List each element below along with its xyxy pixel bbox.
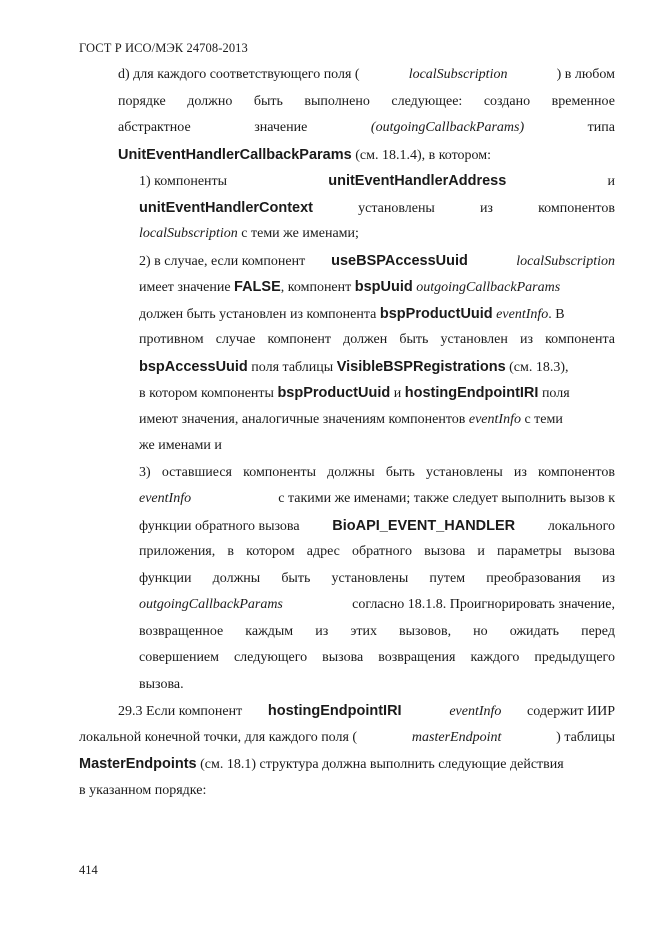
text-line	[139, 168, 615, 194]
text-line	[118, 142, 615, 168]
text-run: котором	[246, 544, 295, 559]
text-run: имеет значение	[139, 280, 235, 295]
bold-identifier: UnitEventHandlerCallbackParams	[118, 146, 352, 163]
text-run: должны	[212, 570, 261, 586]
text-line	[139, 380, 615, 406]
text-run: каждым	[245, 623, 294, 639]
text-run: локальной конечной точки, для каждого поля (	[79, 729, 358, 745]
text-run: типа	[587, 120, 615, 135]
text-run: имеют значения, аналогичные значениям компонентов	[139, 411, 469, 427]
text-run: из	[315, 623, 329, 639]
text-run	[490, 249, 494, 275]
text-line	[118, 62, 615, 88]
bold-identifier: bspProductUuid	[277, 385, 391, 401]
text-line	[79, 725, 615, 751]
italic-term: (outgoingCallbackParams)	[370, 120, 525, 135]
page-number: 414	[79, 863, 98, 877]
text-line	[139, 539, 615, 565]
text-line	[139, 433, 615, 459]
text-run: поля таблицы	[247, 359, 337, 375]
text-run: вызова	[424, 544, 466, 559]
bold-identifier: FALSE	[234, 279, 281, 295]
text-line	[118, 89, 615, 115]
text-run: обратного	[352, 544, 412, 559]
text-run: в	[227, 544, 235, 559]
text-run: 3)	[139, 464, 151, 480]
text-run: адрес	[306, 544, 340, 559]
bold-identifier: MasterEndpoints	[79, 756, 197, 772]
text-line	[139, 672, 615, 698]
text-run: содержит ИИР	[523, 704, 615, 719]
text-run: ) в любом	[556, 67, 615, 82]
text-line	[139, 513, 615, 539]
text-run: создано	[483, 93, 531, 109]
text-run: и	[607, 174, 615, 189]
bold-identifier: hostingEndpointIRI	[267, 703, 402, 719]
bold-identifier: BioAPI_EVENT_HANDLER	[332, 517, 516, 534]
text-line	[118, 115, 615, 141]
text-run: из	[519, 332, 533, 347]
text-run: противном	[139, 332, 204, 347]
text-run: временное	[551, 93, 615, 109]
text-line	[139, 248, 615, 274]
text-run: предыдущего	[534, 650, 615, 665]
text-run: значение	[254, 120, 308, 135]
text-run: функции	[139, 570, 192, 586]
italic-term: outgoingCallbackParams	[139, 597, 283, 612]
text-run: в указанном порядке:	[79, 782, 207, 798]
text-run: 2) в случае, если компонент	[139, 253, 309, 269]
text-run: согласно 18.1.8. Проигнорировать значение,	[348, 597, 615, 612]
italic-term: masterEndpoint	[411, 729, 502, 745]
text-run: возвращенное	[139, 623, 224, 639]
text-run: должен	[343, 332, 388, 347]
text-run: компонент	[267, 332, 332, 347]
text-run: установлены	[426, 464, 503, 480]
text-run: установлены	[358, 200, 435, 216]
text-line	[139, 566, 615, 592]
bold-identifier: bspUuid	[354, 279, 413, 295]
bold-identifier: VisibleBSPRegistrations	[336, 358, 506, 375]
text-run: быть	[399, 332, 429, 347]
text-run: параметры	[497, 544, 562, 559]
italic-term: localSubscription	[516, 253, 615, 269]
text-run: d) для каждого соответствующего поля (	[118, 67, 360, 82]
text-run: . В	[548, 306, 565, 322]
text-line	[79, 751, 615, 777]
text-run: же именами и	[139, 438, 222, 453]
text-run: компонента	[545, 332, 615, 347]
text-run: (см. 18.3),	[505, 359, 569, 375]
text-run: с теми	[520, 411, 563, 427]
text-line	[139, 645, 615, 671]
text-run: поля	[538, 386, 570, 401]
text-run: следующего	[233, 650, 308, 665]
text-run: быть	[385, 464, 415, 480]
text-run: ) таблицы	[556, 729, 615, 745]
text-line	[139, 327, 615, 353]
bold-identifier: bspAccessUuid	[139, 358, 248, 375]
text-run: возвращения	[378, 650, 456, 665]
bold-identifier: unitEventHandlerAddress	[328, 173, 507, 189]
text-line	[139, 354, 615, 380]
text-run: компонентов	[538, 200, 615, 216]
italic-term: eventInfo	[468, 411, 521, 427]
text-line	[139, 486, 615, 512]
text-run: компоненты	[243, 464, 317, 480]
text-run: должен быть установлен из компонента	[139, 306, 380, 322]
italic-term: localSubscription	[408, 67, 508, 82]
text-line	[139, 221, 615, 247]
text-run: вызова	[573, 544, 615, 559]
text-run: быть	[281, 570, 311, 586]
bold-identifier: hostingEndpointIRI	[404, 385, 539, 401]
text-run: компонентов	[538, 464, 615, 480]
text-run: совершением	[139, 650, 220, 665]
text-line	[139, 460, 615, 486]
text-line	[139, 619, 615, 645]
text-run: преобразования	[486, 570, 581, 586]
italic-term: eventInfo	[139, 491, 192, 506]
running-header: ГОСТ Р ИСО/МЭК 24708-2013	[79, 41, 248, 55]
text-run: следующее:	[391, 93, 463, 109]
text-run: , компонент	[280, 280, 355, 295]
bold-identifier: useBSPAccessUuid	[331, 252, 468, 269]
bold-identifier: unitEventHandlerContext	[139, 199, 314, 216]
text-run: функции обратного вызова	[139, 518, 304, 534]
text-run: ожидать	[509, 623, 560, 639]
text-run: приложения,	[139, 544, 216, 559]
text-run: оставшиеся	[161, 464, 232, 480]
text-run: из	[479, 200, 493, 216]
text-run: с такими же именами; также следует выполнить вызов к	[274, 491, 615, 506]
text-run: этих	[350, 623, 377, 639]
text-run: должны	[327, 464, 375, 480]
bold-identifier: bspProductUuid	[379, 305, 493, 322]
text-run: и	[477, 544, 485, 559]
text-run: перед	[581, 623, 615, 639]
text-run: должно	[187, 93, 233, 109]
italic-term: eventInfo	[449, 704, 502, 719]
text-run: выполнено	[304, 93, 370, 109]
text-run: установлен	[440, 332, 508, 347]
text-run: вызовов,	[399, 623, 452, 639]
text-run: из	[513, 464, 527, 480]
text-run: и	[390, 386, 405, 401]
text-run: 29.3 Если компонент	[118, 704, 246, 719]
text-line	[79, 778, 615, 804]
text-line	[139, 274, 615, 300]
italic-term: eventInfo	[496, 306, 549, 322]
text-line	[139, 301, 615, 327]
text-line	[139, 592, 615, 618]
text-line	[139, 407, 615, 433]
text-run: установлены	[331, 570, 409, 586]
italic-term: outgoingCallbackParams	[416, 280, 561, 295]
text-run: путем	[429, 570, 466, 586]
text-run: каждого	[470, 650, 520, 665]
text-run: вызова	[322, 650, 364, 665]
text-run: локального	[544, 518, 615, 534]
text-run: из	[601, 570, 615, 586]
text-run: быть	[253, 93, 283, 109]
text-run: порядке	[118, 93, 166, 109]
text-run: случае	[215, 332, 256, 347]
text-run: 1) компоненты	[139, 174, 228, 189]
text-line	[139, 195, 615, 221]
text-run: в котором компоненты	[139, 386, 278, 401]
italic-term: localSubscription	[139, 226, 238, 241]
text-run: (см. 18.1) структура должна выполнить следующие действия	[196, 757, 564, 772]
text-run: (см. 18.1.4), в котором:	[351, 147, 492, 163]
text-run: вызова.	[139, 676, 184, 692]
text-run: с теми же именами;	[237, 226, 359, 241]
text-line	[118, 698, 615, 724]
text-run: но	[473, 623, 488, 639]
text-run	[424, 699, 428, 725]
text-run: абстрактное	[118, 120, 191, 135]
